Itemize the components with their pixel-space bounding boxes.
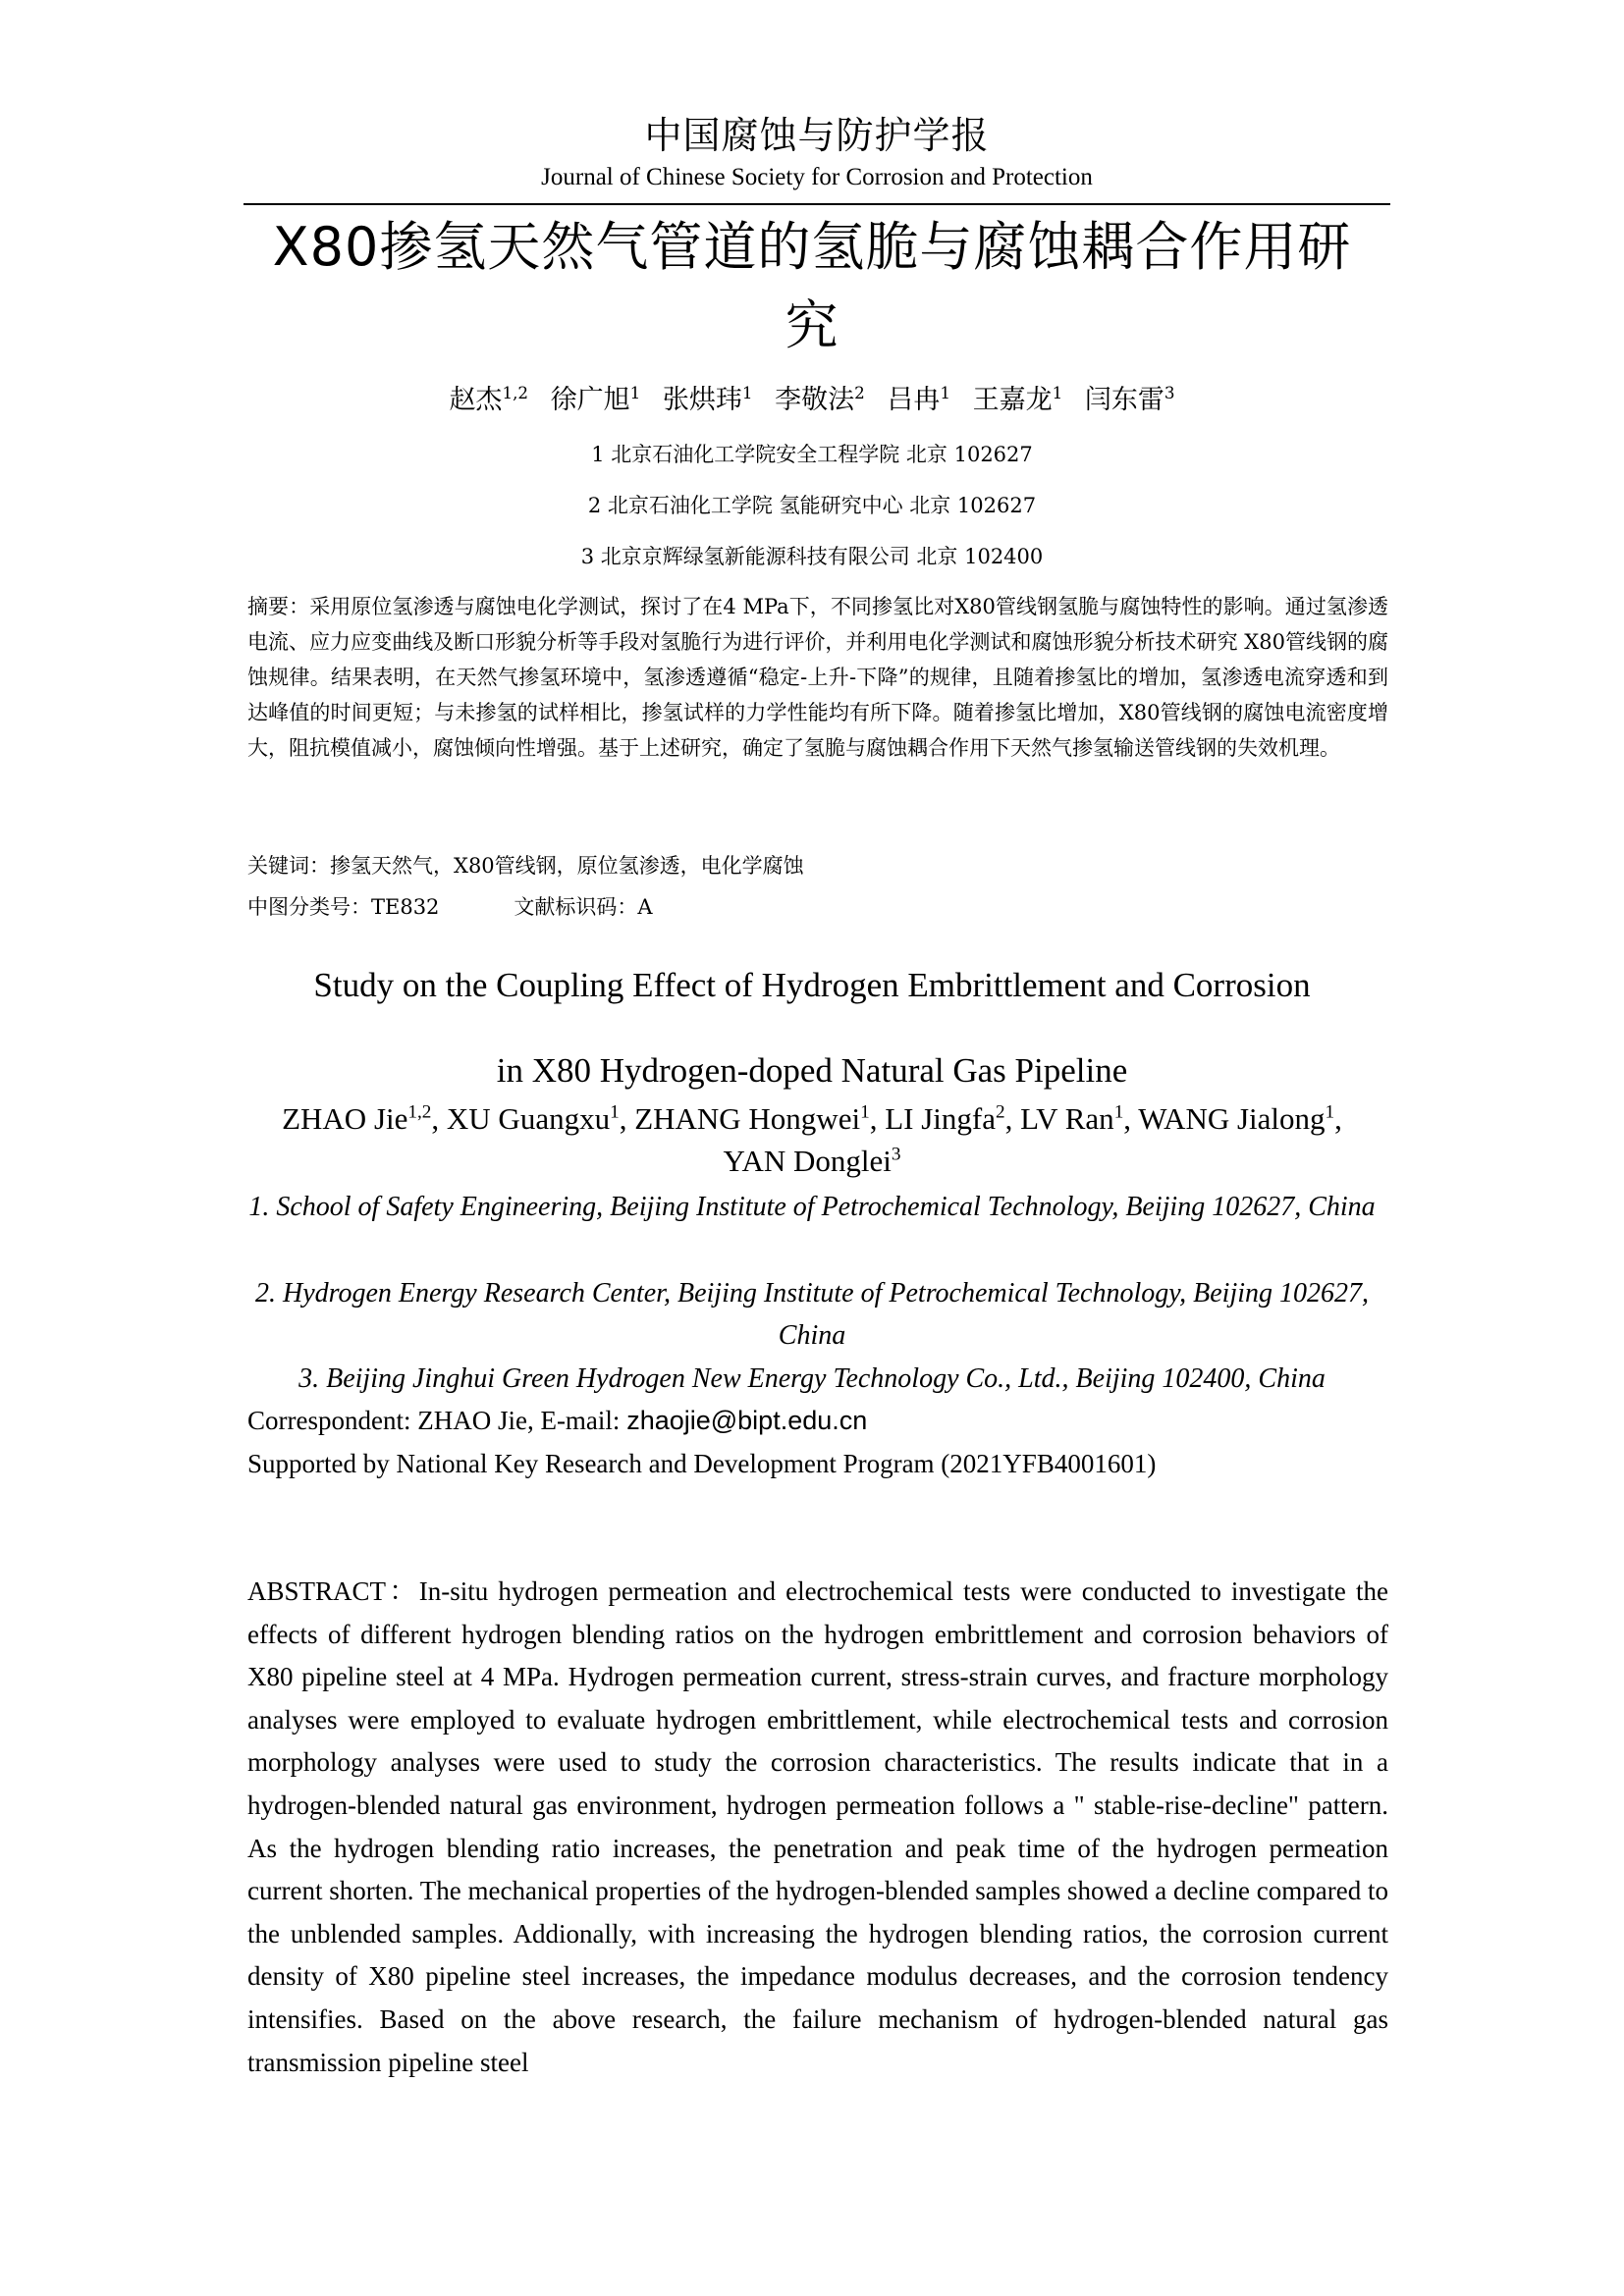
- authors-en: ZHAO Jie$^{1,2}$, XU Guangxu$^1$, ZHANG Hongwei$^1$, LI Jingfa$^2$, LV Ran$^1$, WANG Jialong$^1$, YAN Donglei$^3$: [282, 1101, 1342, 1178]
- affiliation-en-1: 1. School of Safety Engineering, Beijing Institute of Petrochemical Technology, Beijing 102627, China: [248, 1192, 1376, 1222]
- clc-label: 中图分类号：: [247, 895, 371, 919]
- affiliation-en-3: 3. Beijing Jinghui Green Hydrogen New Energy Technology Co., Ltd., Beijing 102400, China: [298, 1363, 1326, 1394]
- funding-statement: Supported by National Key Research and Development Program (2021YFB4001601): [247, 1449, 1157, 1478]
- doc-code-label: 文献标识码：: [514, 895, 638, 919]
- author-en: XU Guangxu$^1$: [446, 1101, 620, 1136]
- header-rule: [244, 203, 1390, 205]
- abstract-en: [247, 1571, 1388, 2084]
- affiliation-cn-2: 2 北京石油化工学院 氢能研究中心 北京 102627: [587, 494, 1037, 517]
- keywords-cn-label: 关键词：: [247, 854, 330, 878]
- author-cn: 王嘉龙$^1$: [972, 383, 1063, 415]
- paper-title-en: [244, 942, 1380, 1113]
- title-en-line-1: Study on the Coupling Effect of Hydrogen Embrittlement and Corrosion: [313, 966, 1311, 1004]
- keywords-cn-text: 掺氢天然气，X80管线钢，原位氢渗透，电化学腐蚀: [330, 854, 804, 878]
- abstract-en-text: In-situ hydrogen permeation and electrochemical tests were conducted to investigate the effects of different hydrogen blending ratios on the hydrogen embrittlement and corrosion behaviors of X80 pipeline steel at 4 MPa. Hydrogen permeation current, stress-strain curves, and fracture morphology analyses were employed to evaluate hydrogen embrittlement, while electrochemical tests and corrosion morphology analyses were used to study the corrosion characteristics. The results indicate that in a hydrogen-blended natural gas environment, hydrogen permeation follows a " stable-rise-decline" pattern. As the hydrogen blending ratio increases, the penetration and peak time of the hydrogen permeation current shorten. The mechanical properties of the hydrogen-blended samples showed a decline compared to the unblended samples. Addionally, with increasing the hydrogen blending ratios, the corrosion current density of X80 pipeline steel increases, the impedance modulus decreases, and the corrosion tendency intensifies. Based on the above research, the failure mechanism of hydrogen-blended natural gas transmission pipeline steel: [247, 1576, 1388, 2077]
- abstract-cn-label: 摘要：: [247, 595, 310, 618]
- authors-cn: [244, 381, 1380, 420]
- author-cn: 闫东雷$^3$: [1084, 383, 1175, 415]
- correspondent-label: Correspondent: ZHAO Jie, E-mail:: [247, 1406, 627, 1435]
- author-en: YAN Donglei$^3$: [723, 1144, 901, 1178]
- author-en: ZHANG Hongwei$^1$: [634, 1101, 870, 1136]
- journal-name-cn: 中国腐蚀与防护学报: [644, 114, 990, 157]
- author-cn: 张烘玮$^1$: [662, 383, 753, 415]
- author-en: LI Jingfa$^2$: [885, 1101, 1005, 1136]
- journal-name-en: Journal of Chinese Society for Corrosion and Protection: [541, 164, 1093, 190]
- correspondent-email: zhaojie@bipt.edu.cn: [626, 1406, 868, 1435]
- journal-header: [244, 110, 1390, 194]
- correspondent: [247, 1400, 1388, 1442]
- doc-code-value: A: [637, 895, 653, 919]
- keywords-cn: [247, 849, 1388, 882]
- author-cn: 徐广旭$^1$: [550, 383, 641, 415]
- clc-value: TE832: [371, 895, 440, 919]
- affiliation-en-2: 2. Hydrogen Energy Research Center, Beijing Institute of Petrochemical Technology, Beijing 102627, China: [254, 1278, 1370, 1351]
- author-en: WANG Jialong$^1$: [1138, 1101, 1335, 1136]
- abstract-cn: [247, 589, 1388, 766]
- abstract-cn-text: 采用原位氢渗透与腐蚀电化学测试，探讨了在4 MPa下，不同掺氢比对X80管线钢氢脆与腐蚀特性的影响。通过氢渗透电流、应力应变曲线及断口形貌分析等手段对氢脆行为进行评价，并利用电化学测试和腐蚀形貌分析技术研究 X80管线钢的腐蚀规律。结果表明，在天然气掺氢环境中，氢渗透遵循“稳定-上升-下降”的规律，且随着掺氢比的增加，氢渗透电流穿透和到达峰值的时间更短；与未掺氢的试样相比，掺氢试样的力学性能均有所下降。随着掺氢比增加，X80管线钢的腐蚀电流密度增大，阻抗模值减小，腐蚀倾向性增强。基于上述研究，确定了氢脆与腐蚀耦合作用下天然气掺氢输送管线钢的失效机理。: [247, 595, 1389, 760]
- affiliation-cn-3: 3 北京京辉绿氢新能源科技有限公司 北京 102400: [580, 545, 1044, 568]
- author-cn: 吕冉$^1$: [887, 383, 951, 415]
- title-en-line-2: in X80 Hydrogen-doped Natural Gas Pipeline: [496, 1051, 1128, 1090]
- classification-line: [247, 890, 1388, 924]
- author-en: LV Ran$^1$: [1020, 1101, 1124, 1136]
- affiliation-cn-1: 1 北京石油化工学院安全工程学院 北京 102627: [591, 443, 1033, 466]
- abstract-en-label: ABSTRACT：: [247, 1576, 419, 1606]
- author-en: ZHAO Jie$^{1,2}$: [282, 1101, 432, 1136]
- paper-title-cn: X80掺氢天然气管道的氢脆与腐蚀耦合作用研究: [272, 216, 1352, 356]
- author-cn: 李敬法$^2$: [775, 383, 865, 415]
- author-cn: 赵杰$^{1,2}$: [449, 383, 529, 415]
